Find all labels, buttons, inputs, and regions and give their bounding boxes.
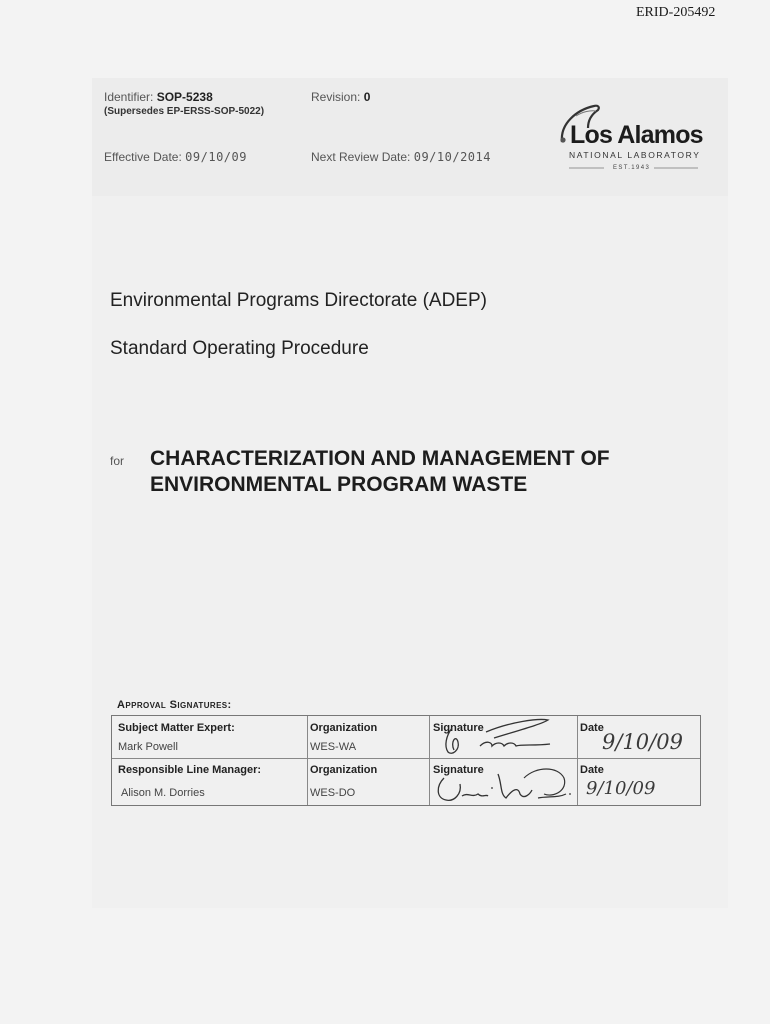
effective-date-label: Effective Date:	[104, 150, 182, 164]
next-review-row	[311, 150, 491, 164]
sme-date-value: 9/10/09	[602, 730, 683, 754]
identifier-row	[104, 90, 213, 104]
manager-role-label: Responsible Line Manager:	[118, 764, 262, 776]
procedure-title-line-2: ENVIRONMENTAL PROGRAM WASTE	[150, 473, 528, 496]
sme-date-label: Date	[580, 722, 604, 734]
manager-signature-icon	[432, 764, 578, 806]
procedure-title	[150, 446, 610, 498]
sme-org-label: Organization	[310, 722, 378, 734]
manager-name: Alison M. Dorries	[121, 787, 205, 799]
effective-date-row	[104, 150, 247, 164]
next-review-value: 09/10/2014	[413, 150, 491, 164]
identifier-value: SOP-5238	[156, 90, 213, 104]
manager-signature-label: Signature	[433, 764, 484, 776]
manager-date-label: Date	[580, 764, 604, 776]
manager-org-label: Organization	[310, 764, 378, 776]
manager-date-value: 9/10/09	[586, 778, 656, 799]
next-review-label: Next Review Date:	[311, 150, 411, 164]
supersedes-note: (Supersedes EP-ERSS-SOP-5022)	[104, 106, 265, 117]
effective-date-value: 09/10/09	[185, 150, 247, 164]
approvals-heading: Approval Signatures:	[117, 699, 232, 711]
document-id: ERID-205492	[636, 5, 716, 20]
manager-org-value: WES-DO	[310, 787, 356, 799]
doc-type-title: Standard Operating Procedure	[110, 338, 369, 359]
logo-established: EST.1943	[613, 165, 651, 171]
sme-signature-label: Signature	[433, 722, 484, 734]
revision-value: 0	[363, 90, 371, 104]
sme-signature-icon	[430, 716, 578, 760]
revision-row	[311, 90, 370, 104]
approval-signatures-table	[111, 715, 701, 806]
logo-wordmark: Los Alamos	[570, 121, 703, 149]
for-label: for	[110, 454, 125, 468]
sme-role-label: Subject Matter Expert:	[118, 722, 235, 734]
logo-subtitle: NATIONAL LABORATORY	[569, 150, 701, 160]
identifier-label: Identifier:	[104, 90, 154, 104]
sme-org-value: WES-WA	[310, 741, 357, 753]
procedure-title-line-1: CHARACTERIZATION AND MANAGEMENT OF	[150, 447, 610, 470]
revision-label: Revision:	[311, 90, 361, 104]
directorate-title: Environmental Programs Directorate (ADEP)	[110, 290, 487, 311]
sme-name: Mark Powell	[118, 741, 178, 753]
